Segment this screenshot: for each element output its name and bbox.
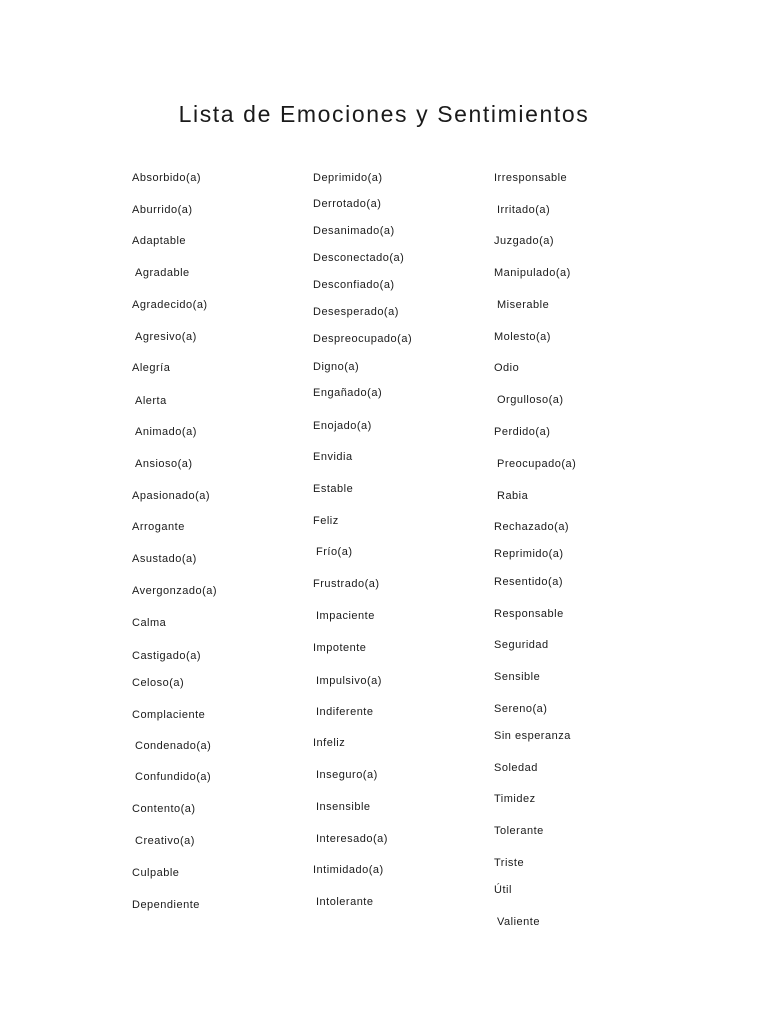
emotion-word: Frío(a) — [316, 546, 353, 558]
emotion-word: Seguridad — [494, 639, 549, 651]
emotion-word: Sensible — [494, 671, 541, 683]
emotion-word: Castigado(a) — [132, 650, 201, 662]
emotion-word: Triste — [494, 857, 525, 869]
emotion-word: Agresivo(a) — [135, 331, 197, 343]
emotion-word: Desanimado(a) — [313, 225, 395, 237]
emotion-word: Engañado(a) — [313, 387, 383, 399]
emotion-word: Impotente — [313, 642, 367, 654]
emotion-word: Reprimido(a) — [494, 548, 564, 560]
emotion-word: Animado(a) — [135, 426, 197, 438]
emotion-word: Perdido(a) — [494, 426, 551, 438]
emotion-word: Miserable — [497, 299, 550, 311]
emotion-word: Agradecido(a) — [132, 299, 208, 311]
emotion-column-1 — [132, 0, 332, 1024]
emotion-word: Confundido(a) — [135, 771, 212, 783]
emotion-word: Odio — [494, 362, 520, 374]
emotion-word: Irritado(a) — [497, 204, 551, 216]
emotion-word: Inseguro(a) — [316, 769, 378, 781]
emotion-word: Desesperado(a) — [313, 306, 399, 318]
emotion-word: Útil — [494, 884, 512, 896]
emotion-word: Valiente — [497, 916, 540, 928]
emotion-word: Creativo(a) — [135, 835, 195, 847]
emotion-word: Contento(a) — [132, 803, 196, 815]
emotion-word: Juzgado(a) — [494, 235, 555, 247]
emotion-word: Apasionado(a) — [132, 490, 211, 502]
emotion-column-2 — [313, 0, 513, 1024]
emotion-word: Despreocupado(a) — [313, 333, 413, 345]
emotion-column-3 — [494, 0, 694, 1024]
emotion-word: Insensible — [316, 801, 371, 813]
emotion-word: Rabia — [497, 490, 529, 502]
emotion-word: Frustrado(a) — [313, 578, 380, 590]
emotion-word: Estable — [313, 483, 354, 495]
emotion-word: Desconfiado(a) — [313, 279, 395, 291]
emotion-word: Indiferente — [316, 706, 374, 718]
emotion-word: Dependiente — [132, 899, 200, 911]
emotion-word: Manipulado(a) — [494, 267, 571, 279]
emotion-word: Enojado(a) — [313, 420, 372, 432]
emotion-word: Desconectado(a) — [313, 252, 405, 264]
emotion-word: Adaptable — [132, 235, 187, 247]
emotion-word: Rechazado(a) — [494, 521, 570, 533]
emotion-word: Calma — [132, 617, 167, 629]
emotion-word: Avergonzado(a) — [132, 585, 218, 597]
emotion-word: Sereno(a) — [494, 703, 548, 715]
emotion-word: Sin esperanza — [494, 730, 571, 742]
emotion-word: Infeliz — [313, 737, 346, 749]
emotion-word: Responsable — [494, 608, 564, 620]
emotion-word: Alegría — [132, 362, 171, 374]
emotion-word: Alerta — [135, 395, 167, 407]
emotion-word: Absorbido(a) — [132, 172, 201, 184]
emotion-word: Soledad — [494, 762, 538, 774]
emotion-word: Digno(a) — [313, 361, 360, 373]
emotion-word: Molesto(a) — [494, 331, 551, 343]
emotion-word: Arrogante — [132, 521, 185, 533]
emotion-word: Culpable — [132, 867, 180, 879]
emotion-word: Derrotado(a) — [313, 198, 382, 210]
emotion-word: Complaciente — [132, 709, 206, 721]
emotion-word: Irresponsable — [494, 172, 568, 184]
emotion-word: Celoso(a) — [132, 677, 185, 689]
emotion-word: Envidia — [313, 451, 353, 463]
emotion-word: Interesado(a) — [316, 833, 388, 845]
page-title: Lista de Emociones y Sentimientos — [178, 101, 590, 128]
emotion-word: Condenado(a) — [135, 740, 212, 752]
emotion-word: Timidez — [494, 793, 536, 805]
emotion-word: Agradable — [135, 267, 190, 279]
emotion-word: Orgulloso(a) — [497, 394, 564, 406]
emotion-word: Resentido(a) — [494, 576, 563, 588]
emotion-word: Intolerante — [316, 896, 374, 908]
emotion-word: Aburrido(a) — [132, 204, 193, 216]
emotion-word: Impaciente — [316, 610, 375, 622]
emotion-word: Feliz — [313, 515, 339, 527]
emotion-word: Asustado(a) — [132, 553, 197, 565]
emotion-word: Impulsivo(a) — [316, 675, 382, 687]
emotion-word: Preocupado(a) — [497, 458, 577, 470]
emotion-word: Ansioso(a) — [135, 458, 193, 470]
emotion-word: Tolerante — [494, 825, 544, 837]
emotion-word: Intimidado(a) — [313, 864, 384, 876]
emotion-word: Deprimido(a) — [313, 172, 383, 184]
